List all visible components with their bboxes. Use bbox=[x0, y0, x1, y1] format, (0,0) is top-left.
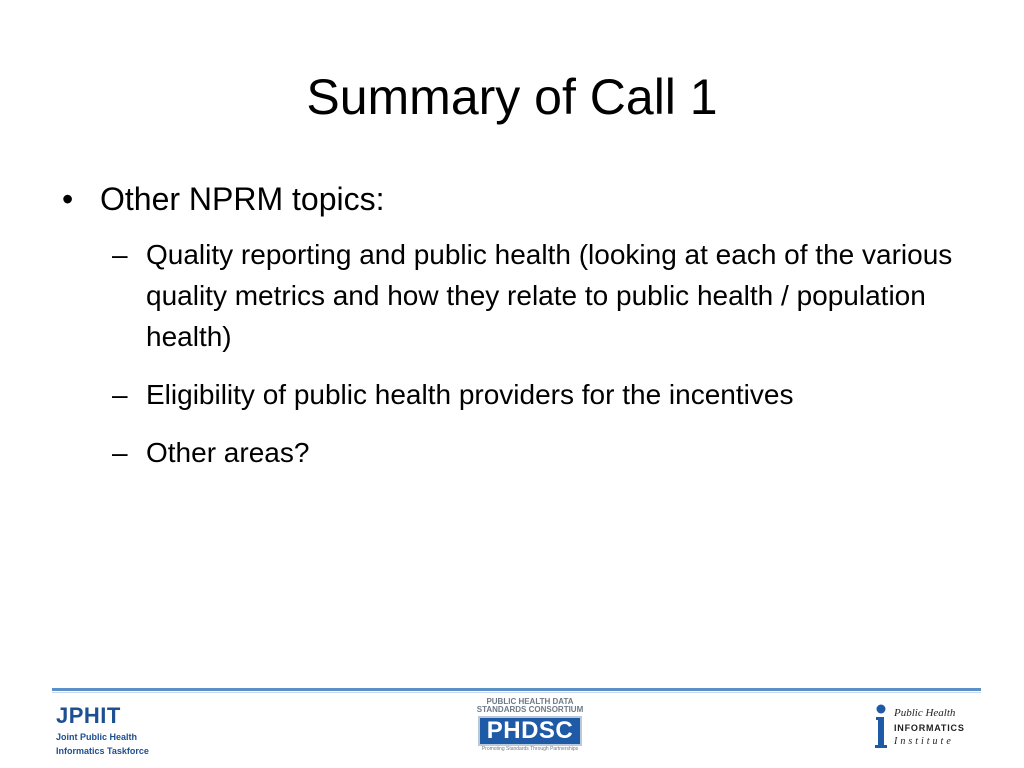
jphit-logo bbox=[56, 704, 156, 756]
sub-bullet-item bbox=[62, 432, 972, 473]
sub-bullet-text: Quality reporting and public health (looking at each of the various quality metrics and how they relate to public health / population health) bbox=[146, 239, 953, 352]
sub-bullet-marker: – bbox=[112, 437, 128, 468]
phii-logo-line-2: INFORMATICS bbox=[894, 723, 965, 733]
sub-bullet-text: Other areas? bbox=[146, 437, 310, 468]
sub-bullet-item bbox=[62, 374, 972, 415]
jphit-logo-subtitle-1: Joint Public Health bbox=[56, 732, 138, 742]
phdsc-logo-top-1: PUBLIC HEALTH DATA bbox=[486, 697, 574, 706]
phdsc-logo bbox=[476, 698, 584, 758]
sub-bullet-marker: – bbox=[112, 379, 128, 410]
footer-divider-shadow bbox=[52, 692, 981, 693]
slide-title: Summary of Call 1 bbox=[306, 69, 718, 125]
footer-divider bbox=[52, 688, 981, 691]
phii-logo-text bbox=[894, 706, 974, 748]
jphit-logo-subtitle-2: Informatics Taskforce bbox=[56, 746, 149, 756]
info-i-icon bbox=[874, 704, 888, 750]
phdsc-logo-name: PHDSC bbox=[478, 716, 582, 746]
bullet-marker: • bbox=[62, 181, 74, 217]
jphit-logo-name: JPHIT bbox=[56, 703, 121, 728]
phii-logo bbox=[870, 702, 974, 756]
sub-bullet-text: Eligibility of public health providers for the incentives bbox=[146, 379, 794, 410]
phdsc-logo-top-2: STANDARDS CONSORTIUM bbox=[476, 705, 584, 714]
slide-body bbox=[62, 176, 972, 490]
bullet-text: Other NPRM topics: bbox=[100, 181, 385, 217]
bullet-item bbox=[62, 176, 972, 222]
phii-logo-line-1: Public Health bbox=[894, 707, 956, 719]
sub-bullet-marker: – bbox=[112, 239, 128, 270]
phii-logo-line-3: Institute bbox=[894, 736, 954, 747]
sub-bullet-item bbox=[62, 234, 972, 357]
phdsc-logo-tagline: Promoting Standards Through Partnerships bbox=[481, 746, 579, 752]
